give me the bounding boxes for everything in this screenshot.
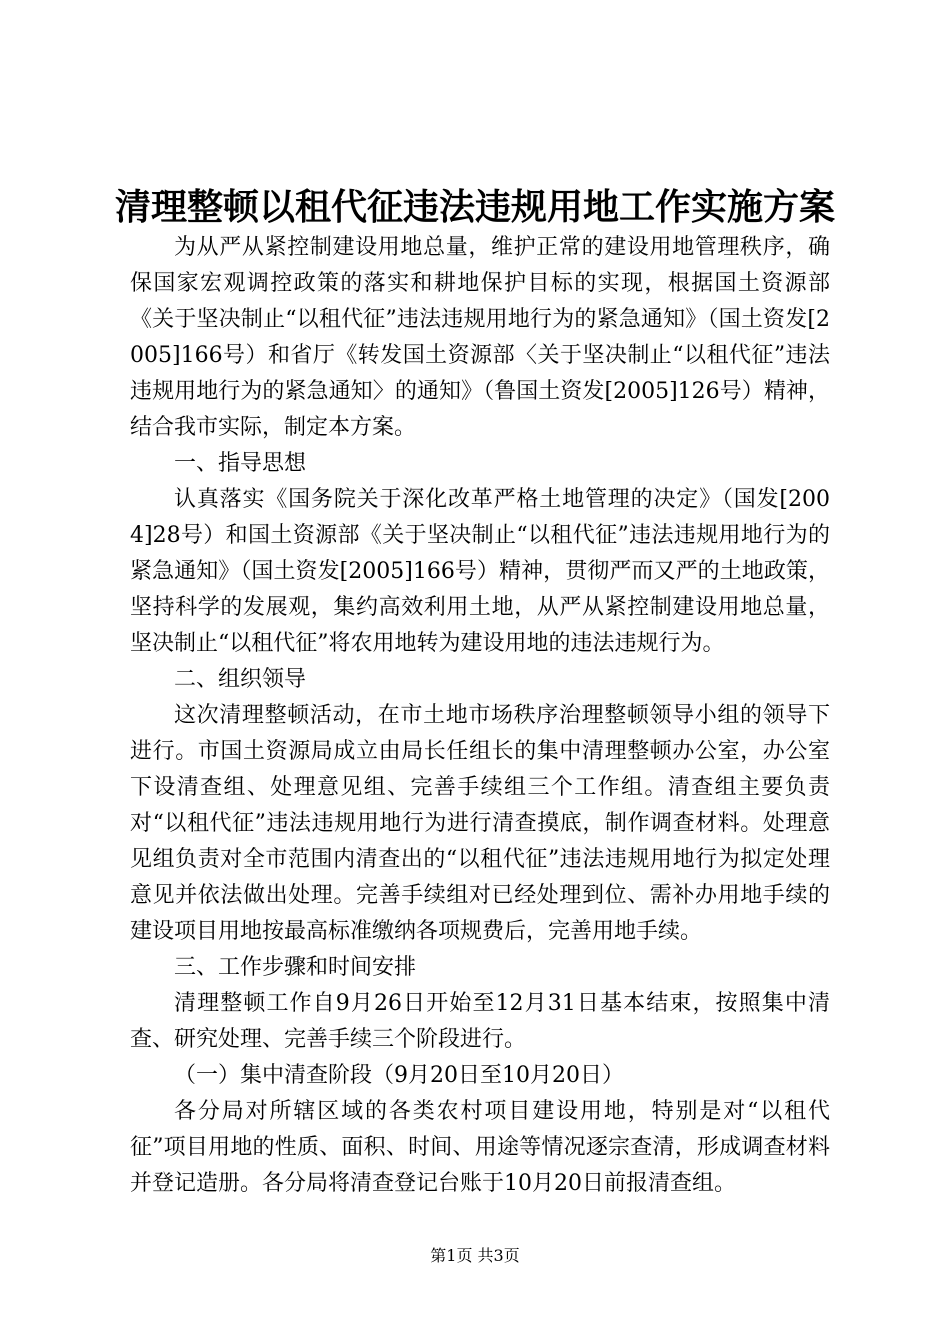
guiding-ideology-paragraph: 认真落实《国务院关于深化改革严格土地管理的决定》（国发[2004]28号）和国土资源部《关于坚决制止“以租代征”违法违规用地行为的紧急通知》（国土资发[2005]166号）精神，贯彻严而又严的土地政策，坚持科学的发展观，集约高效利用土地，从严从紧控制建设用地总量，坚决制止“以租代征”将农用地转为建设用地的违法违规行为。: [130, 487, 830, 656]
document-title: 清理整顿以租代征违法违规用地工作实施方案: [114, 186, 835, 228]
organization-paragraph: 这次清理整顿活动，在市土地市场秩序治理整顿领导小组的领导下进行。市国土资源局成立由局长任组长的集中清理整顿办公室，办公室下设清查组、处理意见组、完善手续组三个工作组。清查组主要负责对“以租代征”违法违规用地行为进行清查摸底，制作调查材料。处理意见组负责对全市范围内清查出的“以租代征”违法违规用地行为拟定处理意见并依法做出处理。完善手续组对已经处理到位、需补办用地手续的建设项目用地按最高标准缴纳各项规费后，完善用地手续。: [130, 703, 830, 944]
page-number-footer: 第1页 共3页: [430, 1246, 520, 1265]
subsection-heading-inspection-phase: （一）集中清查阶段（9月20日至10月20日）: [174, 1063, 624, 1088]
section-heading-organization: 二、组织领导: [174, 667, 307, 692]
inspection-phase-paragraph: 各分局对所辖区域的各类农村项目建设用地，特别是对“以租代征”项目用地的性质、面积、时间、用途等情况逐宗查清，形成调查材料并登记造册。各分局将清查登记台账于10月20日前报清查组。: [130, 1099, 830, 1196]
document-body: [130, 230, 830, 1202]
section-heading-schedule: 三、工作步骤和时间安排: [174, 955, 417, 980]
intro-paragraph: 为从严从紧控制建设用地总量，维护正常的建设用地管理秩序，确保国家宏观调控政策的落实和耕地保护目标的实现，根据国土资源部《关于坚决制止“以租代征”违法违规用地行为的紧急通知》（国土资发[2005]166号）和省厅《转发国土资源部〈关于坚决制止“以租代征”违法违规用地行为的紧急通知〉的通知》（鲁国土资发[2005]126号）精神，结合我市实际，制定本方案。: [130, 235, 830, 440]
section-heading-guiding-ideology: 一、指导思想: [174, 451, 307, 476]
schedule-paragraph: 清理整顿工作自9月26日开始至12月31日基本结束，按照集中清查、研究处理、完善手续三个阶段进行。: [130, 991, 830, 1052]
